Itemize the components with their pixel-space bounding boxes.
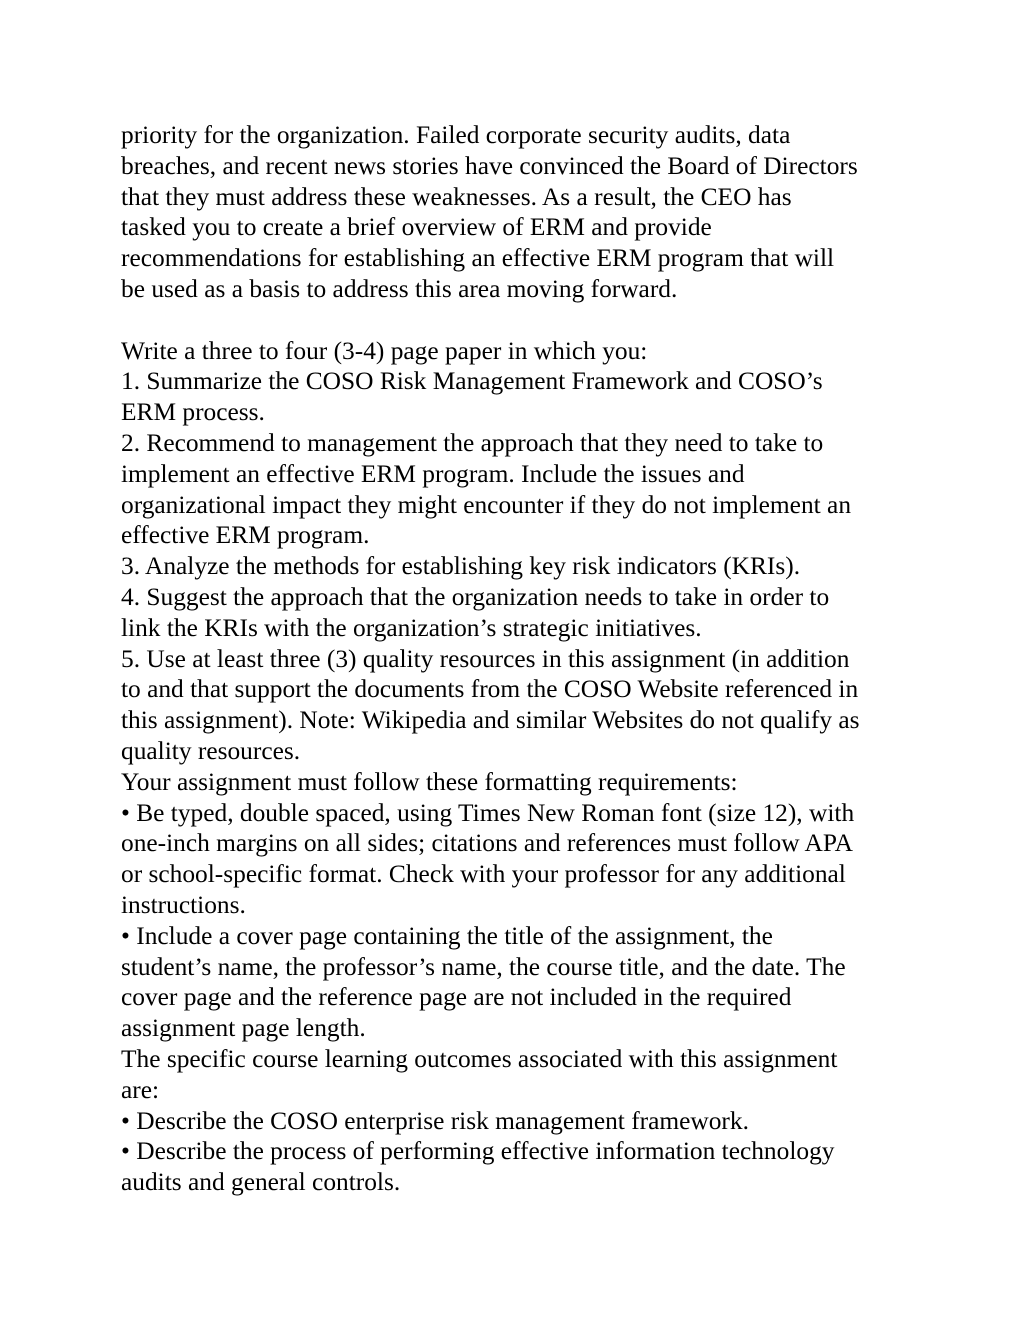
text-line: organizational impact they might encounter if they do not implement an: [121, 490, 852, 519]
text-line: to and that support the documents from the COSO Website referenced in: [121, 675, 859, 704]
text-line: or school-specific format. Check with your professor for any additional: [121, 860, 846, 889]
text-line: Your assignment must follow these formatting requirements:: [121, 767, 738, 796]
assignment-instructions: [121, 336, 921, 1198]
text-line: ERM process.: [121, 398, 265, 427]
text-line: Write a three to four (3-4) page paper in which you:: [121, 336, 648, 365]
text-line: 2. Recommend to management the approach that they need to take to: [121, 428, 824, 457]
text-line: one-inch margins on all sides; citations and references must follow APA: [121, 829, 853, 858]
text-line: audits and general controls.: [121, 1168, 401, 1197]
text-line: implement an effective ERM program. Include the issues and: [121, 459, 745, 488]
intro-paragraph: [121, 120, 921, 305]
text-line: link the KRIs with the organization’s strategic initiatives.: [121, 613, 702, 642]
text-line: instructions.: [121, 890, 246, 919]
text-line: 3. Analyze the methods for establishing key risk indicators (KRIs).: [121, 552, 801, 581]
text-line: • Include a cover page containing the title of the assignment, the: [121, 921, 773, 950]
text-line: • Describe the process of performing effective information technology: [121, 1137, 835, 1166]
text-line: student’s name, the professor’s name, the course title, and the date. The: [121, 952, 846, 981]
paragraph-spacer: [121, 305, 921, 336]
text-line: • Describe the COSO enterprise risk management framework.: [121, 1106, 749, 1135]
text-line: recommendations for establishing an effective ERM program that will: [121, 244, 835, 273]
text-line: be used as a basis to address this area moving forward.: [121, 274, 678, 303]
text-line: assignment page length.: [121, 1014, 366, 1043]
text-line: this assignment). Note: Wikipedia and similar Websites do not qualify as: [121, 706, 860, 735]
text-line: cover page and the reference page are not included in the required: [121, 983, 792, 1012]
text-line: priority for the organization. Failed corporate security audits, data: [121, 121, 791, 149]
text-line: 1. Summarize the COSO Risk Management Framework and COSO’s: [121, 367, 823, 396]
text-line: effective ERM program.: [121, 521, 370, 550]
text-line: breaches, and recent news stories have convinced the Board of Directors: [121, 151, 858, 180]
text-line: tasked you to create a brief overview of ERM and provide: [121, 213, 712, 242]
text-line: 4. Suggest the approach that the organization needs to take in order to: [121, 582, 830, 611]
text-line: • Be typed, double spaced, using Times New Roman font (size 12), with: [121, 798, 855, 827]
text-line: that they must address these weaknesses. As a result, the CEO has: [121, 182, 792, 211]
text-line: quality resources.: [121, 736, 301, 765]
text-line: The specific course learning outcomes associated with this assignment: [121, 1044, 838, 1073]
text-line: 5. Use at least three (3) quality resources in this assignment (in addition: [121, 644, 850, 673]
text-line: are:: [121, 1075, 160, 1104]
document-body: [121, 120, 921, 1198]
